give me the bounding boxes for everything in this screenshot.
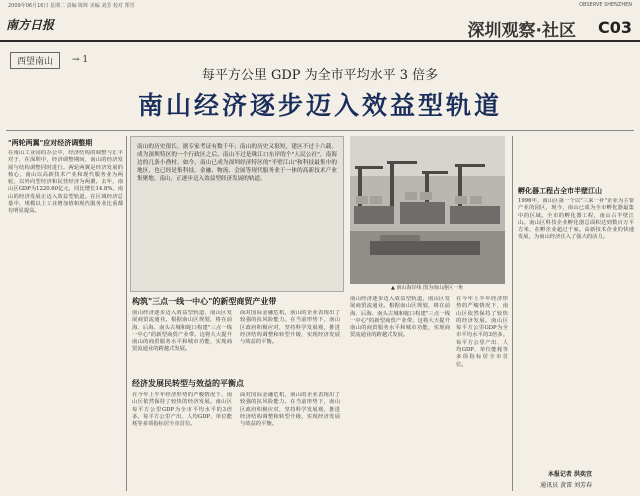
col3b-text: 面对国际金融危机，南山的企业表现出了较强的抗风险能力。在当前形势下，南山区政府积极应对，坚持科学发展观，推进经济结构调整和转型升级，实现经济发展与效益的平衡。 [240, 392, 340, 428]
newspaper-logo: 南方日报 [6, 18, 55, 32]
page-number: C03 [597, 18, 632, 37]
col5-text: 1996年，南山区第一个以"三来一补"企业为主要产业的园区，现今，南山已成为全市孵化器最集中的区域。全市的孵化器工程，南山占半壁江山。南山区科技企业孵化器总面积达到数百万平方米，在孵企业超过千家。高新技术企业的快速发展，为南山经济注入了强大的活力。 [518, 198, 634, 241]
port-photo-image [350, 136, 505, 284]
col2-text: 南山经济逐步迈入效益型轨道，南山区发展商贸流通业。根据南山区规划，将在前海、后海、南头古城和蛇口构建"三点一线一中心"的新型商贸产业带。这将大大提升南山的商贸服务水平和城市功能，实现商贸流通业的跨越式发展。 [132, 310, 232, 353]
article-subtitle: 每平方公里 GDP 为全市平均水平 3 倍多 [201, 68, 439, 83]
article-headline: 南山经济逐步迈入效益型轨道 [137, 91, 502, 120]
section-title: 深圳观察·社区 [467, 21, 576, 41]
page-topline [0, 0, 640, 10]
col3-heading: 经济发展民转型与效益的平衡点 [132, 379, 244, 388]
col1-heading: "两轮两翼"应对经济调整期 [8, 139, 93, 147]
divider [6, 130, 634, 131]
lead-box [130, 136, 344, 292]
observe-label: OBSERVE SHENZHEN [579, 2, 632, 8]
column-tag: 西望南山 [10, 52, 60, 69]
port-photo [350, 136, 505, 284]
lead-text: 南山的历史很长，据专家考证有数千年；南山的历史又很短，建区不过十六载。成为深圳特区的一个行政区之后，南山不过是珠江口东岸的个"人民公社"，南海边的几条小渔村。如今，南山已成为深圳经济特区的"半壁江山"和科技最集中的地区，也已经是集科技、金融、物流、会展等现代服务业于一体的高新技术产业集聚地。南山，正逐步迈入效益型经济发展的轨道。 [137, 144, 337, 182]
column-tag-arrow: → 1 [72, 55, 89, 65]
issue-info: 2009年06月16日 星期二 责编 陈辉 美编 刘芳 校对 郑雪 [8, 3, 135, 9]
col5-heading: 孵化器工程占全市半壁江山 [518, 187, 602, 195]
column-divider [126, 136, 127, 491]
col4-text: 南山经济逐步迈入效益型轨道，南山区发展商贸流通业。根据南山区规划，将在前海、后海、南头古城和蛇口构建"三点一线一中心"的新型商贸产业带。这将大大提升南山的商贸服务水平和城市功能，实现商贸流通业的跨越式发展。 [350, 296, 450, 339]
col2b-text: 面对国际金融危机，南山的企业表现出了较强的抗风险能力。在当前形势下，南山区政府积极应对，坚持科学发展观，推进经济结构调整和转型升级，实现经济发展与效益的平衡。 [240, 310, 340, 346]
col4b-text: 在今年上半年经济形势的严峻情况下，南山区依然保持了较快的经济发展。南山区每平方公里GDP为全市平均水平的3倍多。每平方公里产出、人均GDP、单位能耗等多项指标居全市首位。 [456, 296, 508, 368]
byline-reporter: 本报记者 洪奕宜 [547, 471, 592, 478]
byline-correspondent: 通讯员 黄雷 刘芳春 [540, 482, 592, 489]
col3-text: 在今年上半年经济形势的严峻情况下，南山区依然保持了较快的经济发展。南山区每平方公里GDP为全市平均水平的3倍多。每平方公里产出、人均GDP、单位能耗等多项指标居全市首位。 [132, 392, 232, 428]
column-divider-right [512, 136, 513, 491]
masthead [0, 10, 640, 42]
photo-caption: ▲ 南山海岸线 图为南山港区一角 [390, 285, 464, 291]
col1-text: 在南山工业园的办公中，经济结构的调整与汇丰对于，在深圳中，经济调整期间，南山的经济发展与结构调整同时进行。两轮两翼是经济发展的核心，南山以高新技术产业和现代服务业为两轮，以外向型经济和民营经济为两翼。去年，南山区GDP为1220.60亿元，同比增长14.8%。南山的经济发展正迈入效益型轨道。在区域经济总量中，规模以上工业增加值和现代服务业比重都有明显提高。 [8, 150, 123, 215]
col2-heading: 构筑"三点一线一中心"的新型商贸产业带 [132, 297, 277, 306]
